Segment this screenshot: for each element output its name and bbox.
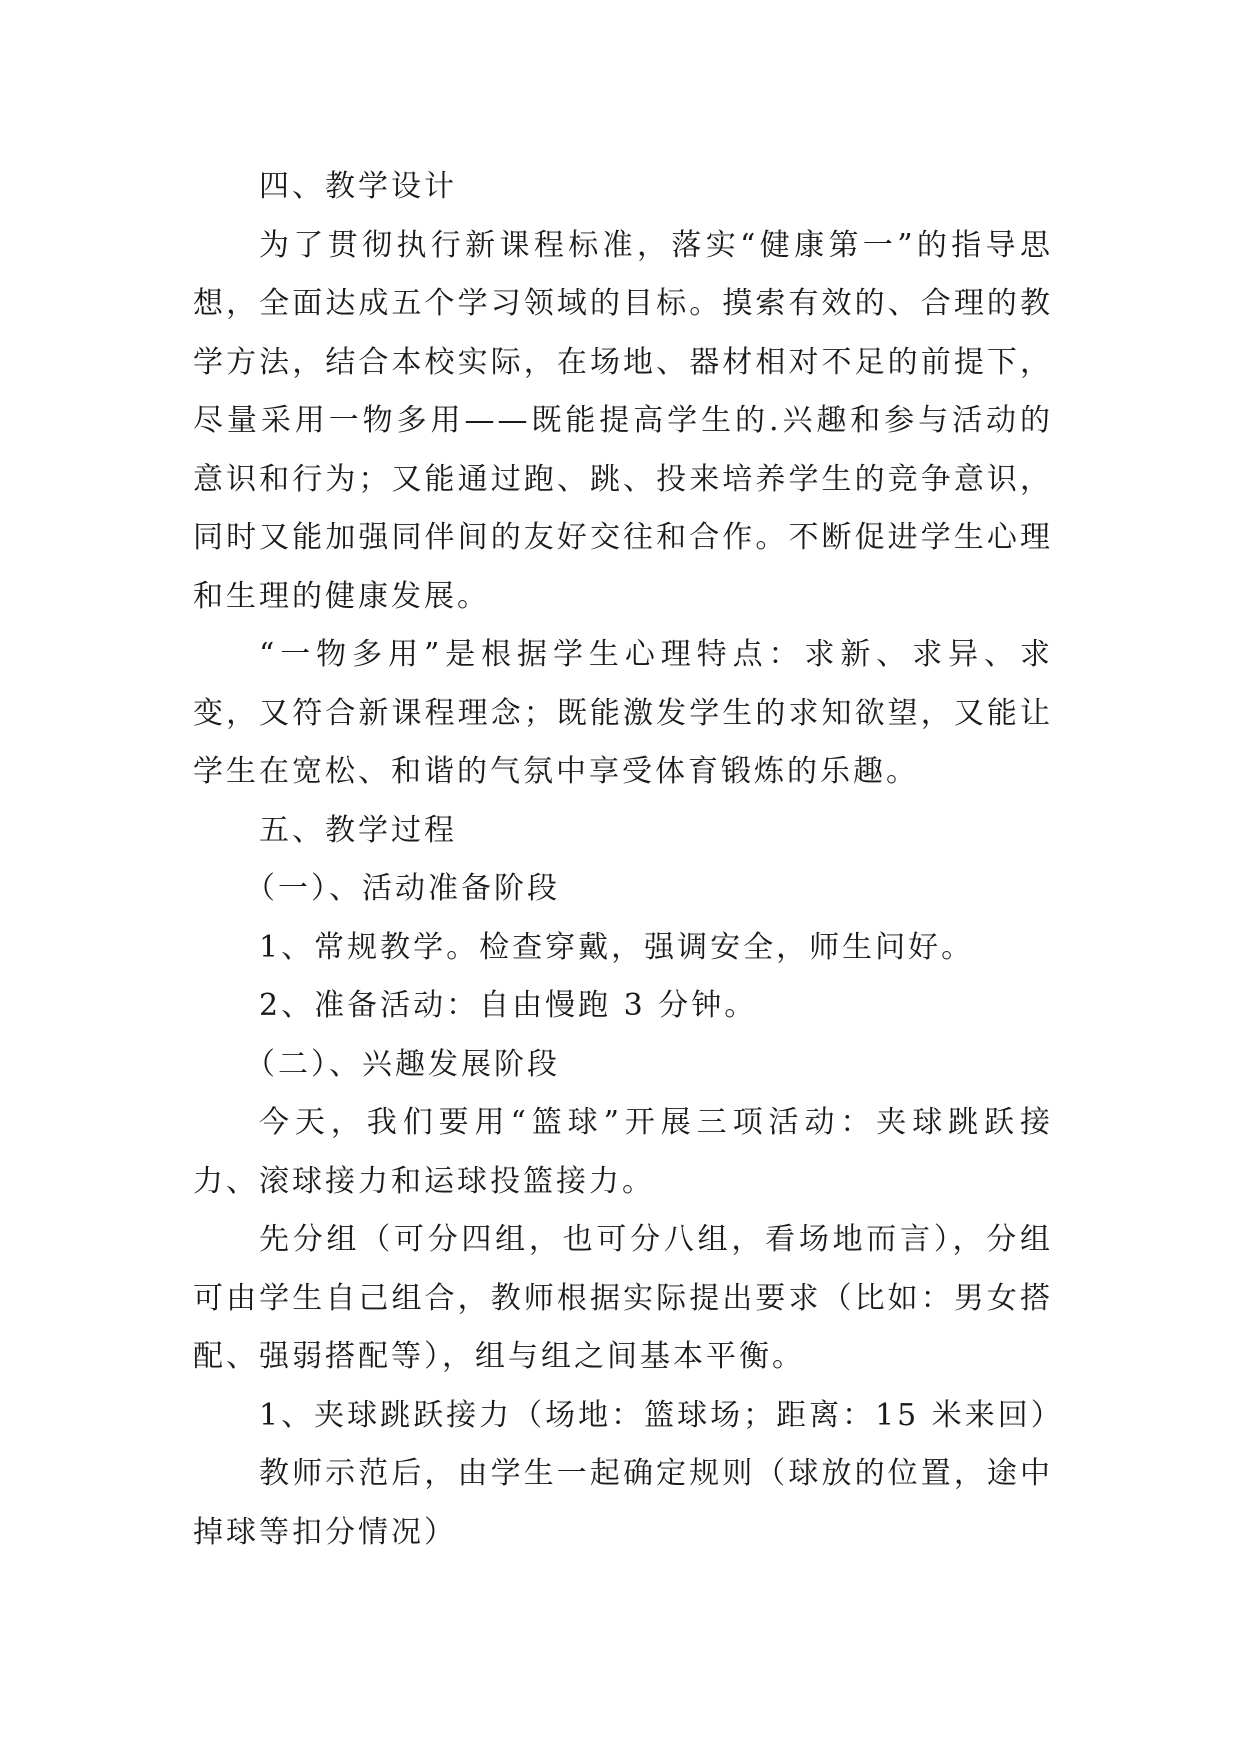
section-heading-teaching-process: 五、教学过程 [259, 812, 457, 848]
paragraph-multi-use-rationale: “一物多用”是根据学生心理特点：求新、求异、求变，又符合新课程理念；既能激发学生的求知欲望，又能让学生在宽松、和谐的气氛中享受体育锻炼的乐趣。 [193, 637, 1053, 789]
section-heading-teaching-design: 四、教学设计 [259, 169, 457, 204]
document-body [193, 158, 1064, 1562]
list-item-routine-teaching: 1、常规教学。检查穿戴，强调安全，师生问好。 [259, 929, 975, 965]
paragraph-rules: 教师示范后，由学生一起确定规则（球放的位置，途中掉球等扣分情况） [193, 1456, 1053, 1550]
subheading-interest-stage: （二）、兴趣发展阶段 [245, 1046, 560, 1082]
list-item-warmup: 2、准备活动：自由慢跑 3 分钟。 [259, 988, 758, 1023]
subheading-preparation-stage: （一）、活动准备阶段 [245, 871, 560, 906]
list-item-ball-jump-relay: 1、夹球跳跃接力（场地：篮球场；距离：15 米来回） [259, 1397, 1064, 1433]
paragraph-design-intent: 为了贯彻执行新课程标准，落实“健康第一”的指导思想，全面达成五个学习领域的目标。摸索有效的、合理的教学方法，结合本校实际，在场地、器材相对不足的前提下，尽量采用一物多用——既能提高学生的.兴趣和参与活动的意识和行为；又能通过跑、跳、投来培养学生的竞争意识，同时又能加强同伴间的友好交往和合作。不断促进学生心理和生理的健康发展。 [193, 227, 1053, 614]
paragraph-three-activities: 今天，我们要用“篮球”开展三项活动：夹球跳跃接力、滚球接力和运球投篮接力。 [193, 1105, 1053, 1199]
paragraph-grouping: 先分组（可分四组，也可分八组，看场地而言），分组可由学生自己组合，教师根据实际提出要求（比如：男女搭配、强弱搭配等），组与组之间基本平衡。 [193, 1222, 1053, 1374]
